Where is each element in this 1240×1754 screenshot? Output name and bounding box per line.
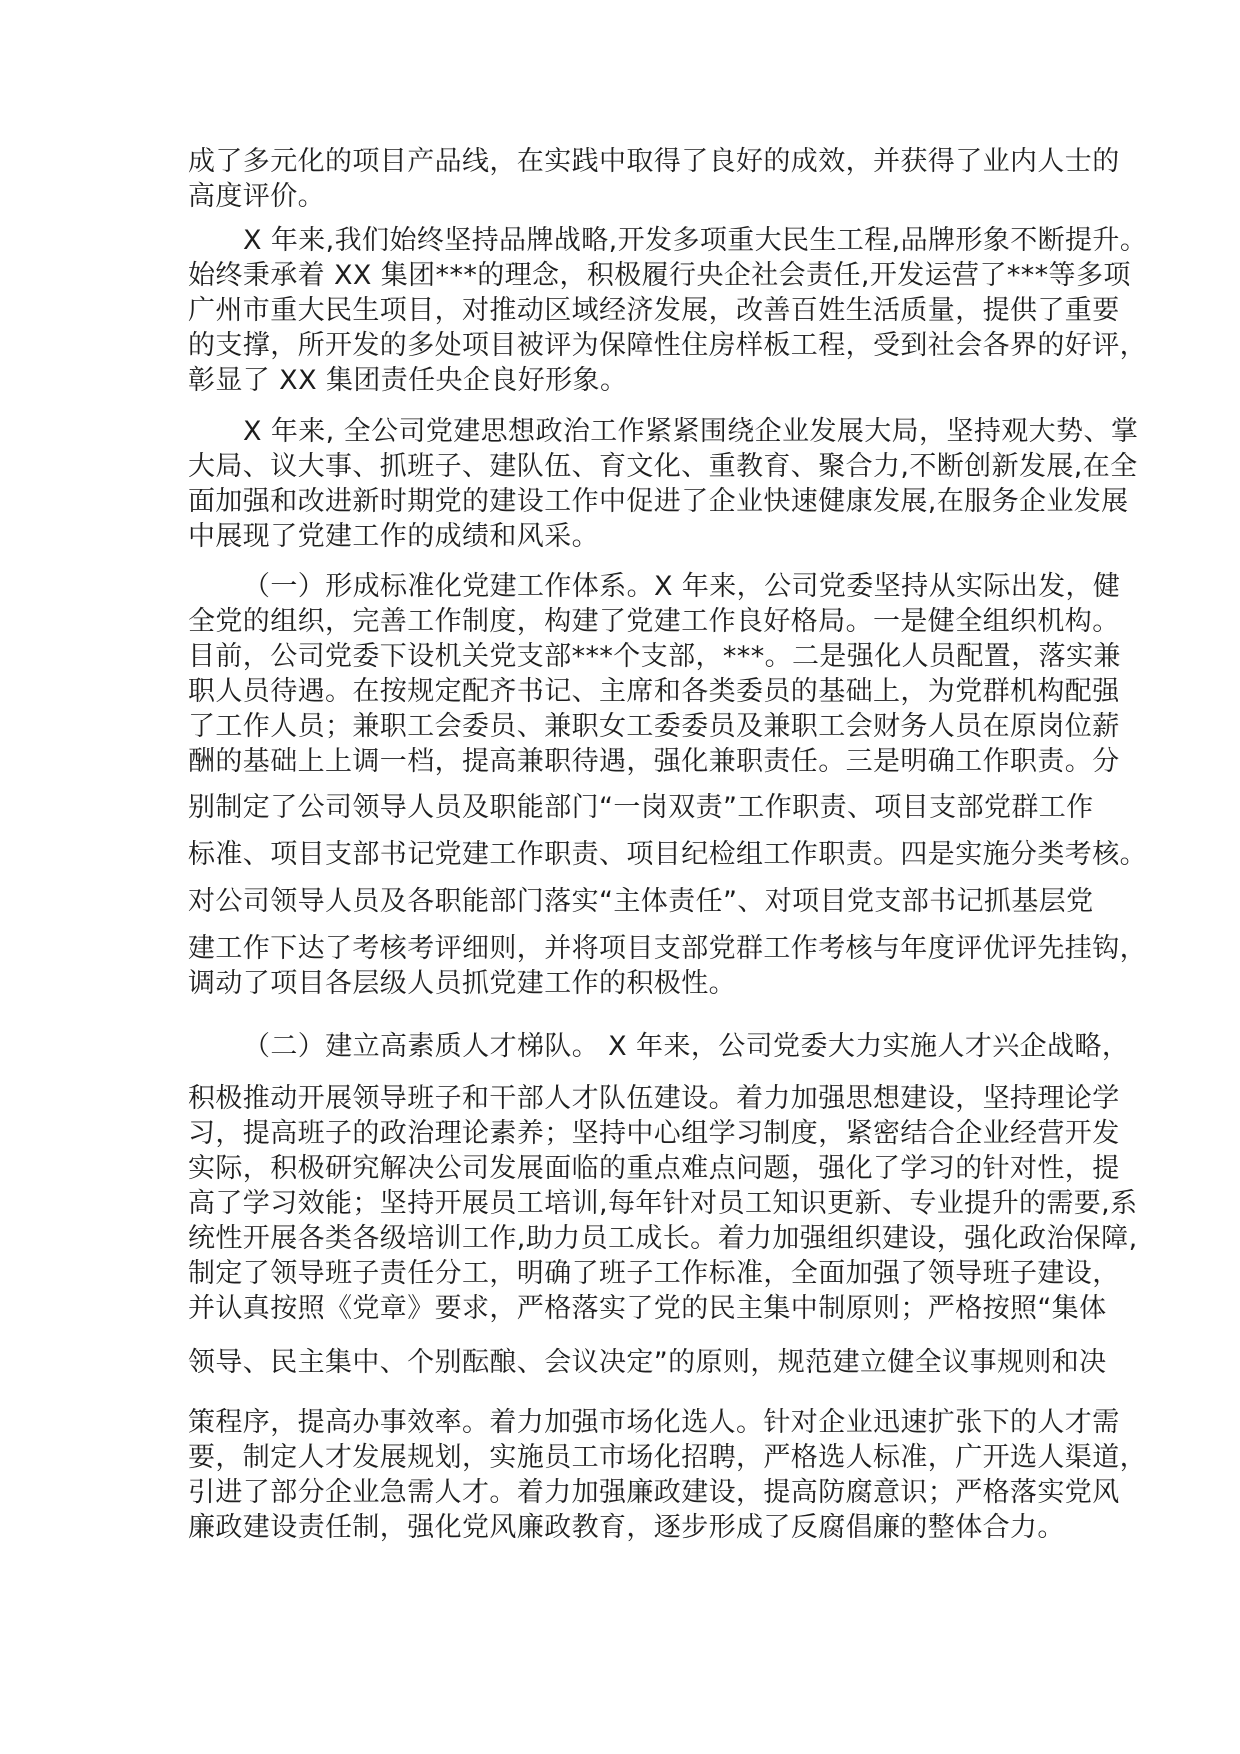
text-line: 大局、议大事、抓班子、建队伍、育文化、重教育、聚合力,不断创新发展,在全 bbox=[188, 451, 1138, 482]
text-line: 调动了项目各层级人员抓党建工作的积极性。 bbox=[188, 968, 736, 999]
text-line: 职人员待遇。在按规定配齐书记、主席和各类委员的基础上，为党群机构配强 bbox=[188, 676, 1120, 707]
text-line: 引进了部分企业急需人才。着力加强廉政建设，提高防腐意识；严格落实党风 bbox=[188, 1477, 1120, 1508]
text-line: 了工作人员；兼职工会委员、兼职女工委委员及兼职工会财务人员在原岗位薪 bbox=[188, 711, 1120, 742]
text-line: 高度评价。 bbox=[188, 181, 325, 212]
text-line: 酬的基础上上调一档，提高兼职待遇，强化兼职责任。三是明确工作职责。分 bbox=[188, 746, 1120, 777]
text-line: 领导、民主集中、个别酝酿、会议决定”的原则，规范建立健全议事规则和决 bbox=[188, 1347, 1107, 1378]
text-line: 全党的组织，完善工作制度，构建了党建工作良好格局。一是健全组织机构。 bbox=[188, 606, 1120, 637]
text-line: 制定了领导班子责任分工，明确了班子工作标准，全面加强了领导班子建设， bbox=[188, 1258, 1120, 1289]
section-heading-line: （一）形成标准化党建工作体系。X 年来，公司党委坚持从实际出发，健 bbox=[243, 571, 1121, 602]
text-line: 成了多元化的项目产品线，在实践中取得了良好的成效，并获得了业内人士的 bbox=[188, 146, 1120, 177]
text-line: X 年来, 全公司党建思想政治工作紧紧围绕企业发展大局，坚持观大势、掌 bbox=[243, 416, 1139, 447]
text-line: 建工作下达了考核考评细则，并将项目支部党群工作考核与年度评优评先挂钩， bbox=[188, 933, 1147, 964]
text-line: X 年来,我们始终坚持品牌战略,开发多项重大民生工程,品牌形象不断提升。 bbox=[243, 225, 1148, 256]
text-line: 并认真按照《党章》要求，严格落实了党的民主集中制原则；严格按照“集体 bbox=[188, 1293, 1107, 1324]
text-line: 面加强和改进新时期党的建设工作中促进了企业快速健康发展,在服务企业发展 bbox=[188, 486, 1129, 517]
text-line: 对公司领导人员及各职能部门落实“主体责任”、对项目党支部书记抓基层党 bbox=[188, 886, 1094, 917]
text-line: 广州市重大民生项目，对推动区域经济发展，改善百姓生活质量，提供了重要 bbox=[188, 295, 1120, 326]
text-line: 要，制定人才发展规划，实施员工市场化招聘，严格选人标准，广开选人渠道， bbox=[188, 1442, 1147, 1473]
text-line: 习，提高班子的政治理论素养；坚持中心组学习制度，紧密结合企业经营开发 bbox=[188, 1118, 1120, 1149]
text-line: 中展现了党建工作的成绩和风采。 bbox=[188, 521, 599, 552]
text-line: 积极推动开展领导班子和干部人才队伍建设。着力加强思想建设，坚持理论学 bbox=[188, 1083, 1120, 1114]
text-line: 彰显了 XX 集团责任央企良好形象。 bbox=[188, 365, 628, 396]
section-heading-line: （二）建立高素质人才梯队。 X 年来，公司党委大力实施人才兴企战略， bbox=[243, 1031, 1130, 1062]
text-line: 统性开展各类各级培训工作,助力员工成长。着力加强组织建设，强化政治保障, bbox=[188, 1223, 1138, 1254]
text-line: 实际，积极研究解决公司发展面临的重点难点问题，强化了学习的针对性，提 bbox=[188, 1153, 1120, 1184]
text-line: 别制定了公司领导人员及职能部门“一岗双责”工作职责、项目支部党群工作 bbox=[188, 792, 1094, 823]
text-line: 标准、项目支部书记党建工作职责、项目纪检组工作职责。四是实施分类考核。 bbox=[188, 839, 1147, 870]
text-line: 高了学习效能；坚持开展员工培训,每年针对员工知识更新、专业提升的需要,系 bbox=[188, 1188, 1138, 1219]
text-line: 策程序，提高办事效率。着力加强市场化选人。针对企业迅速扩张下的人才需 bbox=[188, 1407, 1120, 1438]
text-line: 始终秉承着 XX 集团***的理念，积极履行央企社会责任,开发运营了***等多项 bbox=[188, 260, 1131, 291]
text-line: 的支撑，所开发的多处项目被评为保障性住房样板工程，受到社会各界的好评， bbox=[188, 330, 1147, 361]
text-line: 廉政建设责任制，强化党风廉政教育，逐步形成了反腐倡廉的整体合力。 bbox=[188, 1512, 1065, 1543]
text-line: 目前，公司党委下设机关党支部***个支部，***。二是强化人员配置，落实兼 bbox=[188, 641, 1121, 672]
